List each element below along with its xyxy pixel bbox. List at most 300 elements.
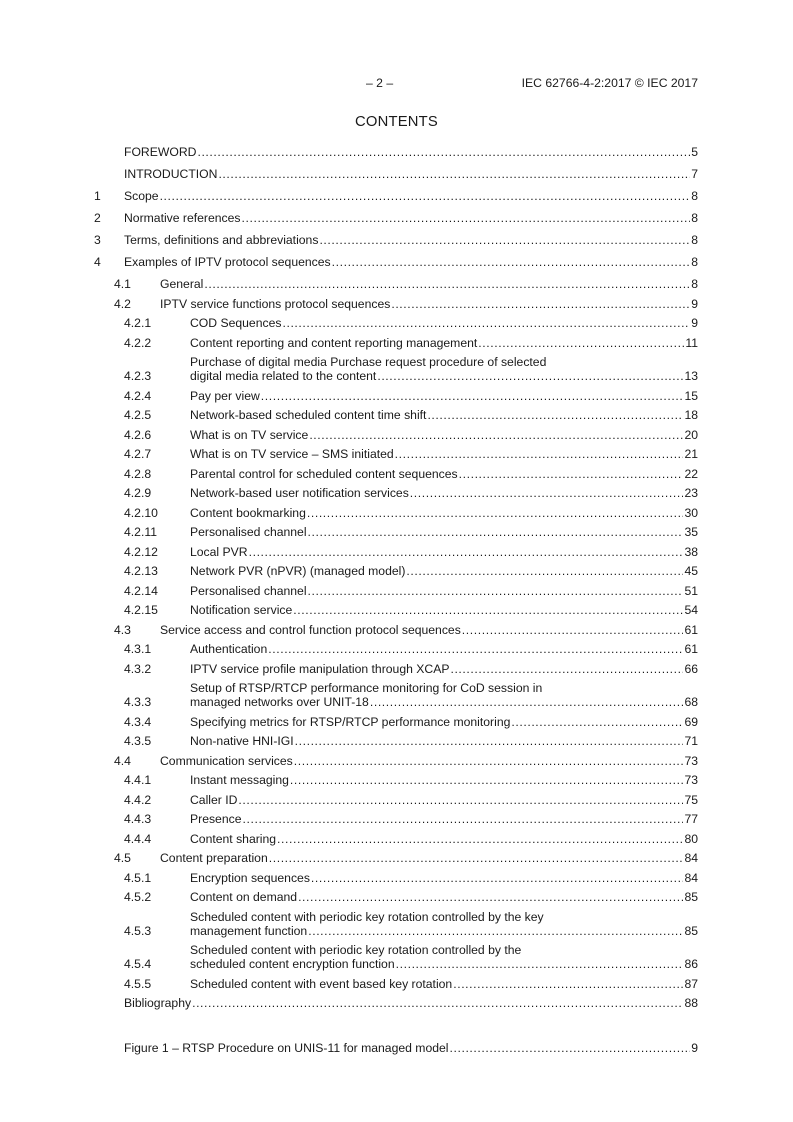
toc-entry-line [124,996,698,1010]
toc-entry-line [190,715,698,729]
toc-entry-body [124,233,698,247]
toc-entry-title: digital media related to the content [190,369,377,383]
toc-entry-body [190,389,698,403]
dot-leader [242,211,691,225]
toc-entry-page: 85 [684,890,698,904]
toc-entry-title: Content on demand [190,890,298,904]
toc-entry[interactable] [94,977,698,991]
dot-leader [261,389,684,403]
toc-entry-line [124,189,698,203]
toc-entry-page: 69 [684,714,698,729]
toc-entry-line [160,623,698,637]
toc-entry[interactable] [94,851,698,865]
toc-entry-line [190,467,698,481]
toc-entry[interactable] [94,996,698,1010]
toc-entry-line [190,486,698,500]
dot-leader [410,486,684,500]
toc-entry-number: 4.4 [114,753,131,768]
toc-entry-page: 68 [684,695,698,709]
toc-entry-body [190,642,698,656]
toc-entry-body [124,996,698,1010]
toc-entry-body [190,355,698,383]
toc-entry-body [160,277,698,291]
toc-entry-number: 4.2.11 [124,525,157,539]
toc-entry-page: 71 [684,734,698,748]
toc-entry-number: 4.5.2 [124,890,152,904]
toc-entry-number: 4.2.6 [124,427,152,442]
dot-leader [395,447,684,461]
toc-entry-body [190,603,698,617]
toc-entry[interactable] [94,506,698,520]
toc-entry-body [190,832,698,846]
toc-entry[interactable] [94,316,698,330]
dot-leader [197,145,690,159]
toc-entry[interactable] [94,773,698,787]
toc-entry-line [190,734,698,748]
toc-entry-title: FOREWORD [124,145,197,159]
toc-entry-number: 4.3.4 [124,714,152,729]
toc-entry[interactable] [94,355,698,383]
dot-leader [308,525,684,539]
toc-entry-body [190,506,698,520]
toc-entry-page: 8 [691,189,698,203]
dot-leader [319,233,690,247]
toc-entry-line [124,167,698,181]
toc-entry-page: 8 [691,233,698,247]
toc-entry-body [190,812,698,826]
toc-entry-line [124,255,698,269]
toc-entry-line [190,890,698,904]
toc-entry-number: 4.3.5 [124,734,152,748]
toc-entry-line [160,754,698,768]
toc-entry-line [190,447,698,461]
toc-entry-title: Network PVR (nPVR) (managed model) [190,564,406,578]
toc-entry-number: 4.5.4 [124,957,152,971]
toc-entry[interactable] [94,486,698,500]
dot-leader [462,623,684,637]
dot-leader [450,1041,691,1055]
toc-entry[interactable] [94,793,698,807]
toc-entry-line [124,211,698,225]
dot-leader [307,506,684,520]
toc-entry-body [190,336,698,350]
table-of-contents [94,145,698,1018]
toc-entry-line [160,851,698,865]
toc-entry-title: Examples of IPTV protocol sequences [124,255,331,269]
dot-leader [396,957,684,971]
dot-leader [391,297,690,311]
toc-entry-title: General [160,277,204,291]
toc-entry-line [124,145,698,159]
toc-entry-page: 61 [684,642,698,656]
toc-entry-line [190,525,698,539]
toc-entry[interactable] [94,467,698,481]
toc-entry-page: 38 [684,544,698,559]
page-header [94,76,698,92]
toc-entry-page: 11 [685,335,698,350]
toc-entry-line [190,924,698,938]
toc-entry-number: 4.5.5 [124,976,152,991]
toc-entry-title: IPTV service functions protocol sequences [160,296,391,311]
dot-leader [308,924,683,938]
toc-entry-page: 75 [684,792,698,807]
toc-entry-page: 86 [684,957,698,971]
dot-leader [309,428,683,442]
toc-entry-line [124,233,698,247]
toc-entry-number: 4.2.13 [124,564,158,578]
toc-entry-body [190,525,698,539]
dot-leader [427,408,683,422]
toc-entry-number: 4.3 [114,622,131,637]
toc-entry[interactable] [94,662,698,676]
toc-entry-page: 21 [684,447,698,461]
toc-entry-line [190,336,698,350]
toc-entry-page: 35 [684,525,698,539]
toc-entry-body [190,715,698,729]
toc-entry-line [190,564,698,578]
toc-entry-line [190,662,698,676]
dot-leader [511,715,683,729]
toc-entry-title: Notification service [190,603,293,617]
toc-entry-page: 61 [684,622,698,637]
toc-entry-page: 51 [684,583,698,598]
toc-entry-title: IPTV service profile manipulation through XCAP [190,661,450,676]
toc-entry[interactable] [94,277,698,291]
toc-entry-body [124,167,698,181]
toc-entry-title: Personalised channel [190,525,307,539]
toc-entry-number: 4.4.1 [124,773,152,787]
toc-entry[interactable] [94,812,698,826]
toc-entry-page: 9 [691,316,698,330]
toc-entry-line [190,832,698,846]
toc-entry-page: 8 [691,277,698,291]
toc-entry-body [190,447,698,461]
toc-entry[interactable] [94,428,698,442]
toc-entry-body [190,910,698,938]
toc-entry[interactable] [94,734,698,748]
toc-entry-body [190,681,698,709]
toc-entry[interactable] [94,715,698,729]
toc-entry[interactable] [94,408,698,422]
toc-entry-body [190,316,698,330]
toc-entry-number: 4.5.1 [124,870,152,885]
dot-leader [377,369,683,383]
toc-entry-title: INTRODUCTION [124,167,218,181]
toc-entry-body [190,662,698,676]
dot-leader [290,773,684,787]
dot-leader [192,996,683,1010]
toc-entry-body [190,943,698,971]
toc-entry-title: What is on TV service – SMS initiated [190,447,394,461]
toc-entry-body [190,545,698,559]
toc-entry-number: 4.3.2 [124,661,152,676]
toc-entry-title: Specifying metrics for RTSP/RTCP performance monitoring [190,714,511,729]
toc-entry-number: 4.2 [114,296,131,311]
toc-entry-line [190,316,698,330]
toc-entry-page: 7 [691,167,698,181]
list-of-figures [94,1041,698,1063]
dot-leader [268,642,683,656]
toc-entry[interactable] [94,211,698,225]
dot-leader [294,754,684,768]
toc-entry-title-line1: Scheduled content with periodic key rotation controlled by the key [190,909,544,924]
toc-entry-page: 87 [684,976,698,991]
dot-leader [204,277,690,291]
toc-entry-title: Personalised channel [190,583,307,598]
toc-entry[interactable] [94,389,698,403]
document-reference: IEC 62766-4-2:2017 © IEC 2017 [521,76,698,90]
toc-entry[interactable] [94,447,698,461]
toc-entry-title: Pay per view [190,388,260,403]
dot-leader [370,695,684,709]
toc-entry-page: 66 [684,661,698,676]
toc-entry-title: What is on TV service [190,427,309,442]
toc-entry-body [190,467,698,481]
toc-entry-number: 4.2.14 [124,583,158,598]
dot-leader [277,832,683,846]
toc-entry-number: 4.2.7 [124,447,152,461]
toc-entry-page: 5 [691,145,698,159]
toc-entry-body [124,255,698,269]
toc-entry-title: COD Sequences [190,316,282,330]
toc-entry[interactable] [94,189,698,203]
toc-entry[interactable] [94,603,698,617]
toc-entry-body [160,623,698,637]
toc-entry-title: Network-based user notification services [190,486,409,500]
toc-entry[interactable] [94,525,698,539]
toc-entry-title: Caller ID [190,792,238,807]
toc-entry-line [190,773,698,787]
toc-entry-number: 4.3.3 [124,695,152,709]
toc-entry-title: Presence [190,812,242,826]
toc-entry-body [124,145,698,159]
toc-entry-body [160,297,698,311]
toc-entry-title: Scope [124,189,159,203]
toc-entry-title: Authentication [190,642,268,656]
page-number: – 2 – [366,76,394,90]
contents-title: CONTENTS [355,114,438,130]
toc-entry-number: 4.4.2 [124,792,152,807]
toc-entry-line [190,695,698,709]
toc-entry-title: Network-based scheduled content time shift [190,408,427,422]
toc-entry-title: Encryption sequences [190,870,310,885]
toc-entry-title: Local PVR [190,544,248,559]
toc-entry-line [190,389,698,403]
dot-leader [453,977,683,991]
toc-entry-number: 4 [94,255,101,269]
toc-entry-page: 20 [684,427,698,442]
toc-entry-body [190,773,698,787]
dot-leader [459,467,684,481]
toc-entry-line [190,408,698,422]
toc-entry-number: 4.2.3 [124,369,152,383]
toc-entry-page: 9 [691,296,698,311]
toc-entry[interactable] [94,255,698,269]
toc-entry-body [190,564,698,578]
toc-entry-title: Content preparation [160,851,268,865]
toc-entry-line [160,297,698,311]
toc-entry-page: 9 [691,1041,698,1055]
toc-entry-line [190,506,698,520]
toc-entry-body [190,890,698,904]
dot-leader [450,662,683,676]
toc-entry-page: 8 [691,255,698,269]
toc-entry-title: Content sharing [190,831,277,846]
toc-entry-body [190,793,698,807]
toc-entry-page: 84 [684,851,698,865]
toc-entry-number: 4.2.4 [124,388,152,403]
dot-leader [249,545,684,559]
dot-leader [308,584,684,598]
toc-entry[interactable] [94,1041,698,1055]
toc-entry-body [124,189,698,203]
toc-entry[interactable] [94,145,698,159]
toc-entry-title: scheduled content encryption function [190,957,395,971]
toc-entry-line [190,545,698,559]
toc-entry[interactable] [94,910,698,938]
toc-entry-page: 8 [691,211,698,225]
toc-entry-title-line1: Purchase of digital media Purchase request procedure of selected [190,355,547,369]
toc-entry[interactable] [94,336,698,350]
toc-entry-page: 13 [684,369,698,383]
toc-entry[interactable] [94,167,698,181]
dot-leader [295,734,684,748]
toc-entry-line [190,428,698,442]
toc-entry-number: 4.2.5 [124,408,152,422]
toc-entry[interactable] [94,754,698,768]
toc-entry-line [160,277,698,291]
toc-entry[interactable] [94,233,698,247]
toc-entry-title: Normative references [124,211,241,225]
toc-entry-body [160,754,698,768]
toc-entry-title-line1: Scheduled content with periodic key rotation controlled by the [190,943,522,957]
toc-entry-body [190,408,698,422]
toc-entry-number: 4.2.1 [124,316,152,330]
toc-entry-title: Non-native HNI-IGI [190,734,294,748]
toc-entry-page: 80 [684,831,698,846]
toc-entry-number: 4.2.8 [124,466,152,481]
dot-leader [238,793,683,807]
toc-entry-page: 84 [684,870,698,885]
dot-leader [332,255,691,269]
toc-entry[interactable] [94,297,698,311]
toc-entry-number: 4.2.9 [124,486,152,500]
toc-entry-number: 4.3.1 [124,642,152,656]
toc-entry-body [190,428,698,442]
toc-entry[interactable] [94,623,698,637]
toc-entry-page: 54 [684,603,698,617]
toc-entry-title-line1: Setup of RTSP/RTCP performance monitoring for CoD session in [190,681,543,695]
toc-entry-title: Content reporting and content reporting management [190,335,478,350]
toc-entry-line [190,369,698,383]
toc-entry-line [190,871,698,885]
toc-entry-body [190,871,698,885]
toc-entry-title: Parental control for scheduled content sequences [190,466,458,481]
toc-entry-page: 18 [684,408,698,422]
toc-entry-number: 4.2.2 [124,335,152,350]
toc-entry-line [190,957,698,971]
toc-entry-title: Figure 1 – RTSP Procedure on UNIS-11 for managed model [124,1041,449,1055]
toc-entry-line [190,603,698,617]
toc-entry-page: 15 [684,388,698,403]
dot-leader [478,336,684,350]
toc-entry-line [124,1041,698,1055]
toc-entry-body [190,734,698,748]
toc-entry-page: 22 [684,466,698,481]
toc-entry-number: 4.2.15 [124,603,158,617]
dot-leader [298,890,683,904]
toc-entry-line [190,642,698,656]
toc-entry-title: Service access and control function protocol sequences [160,622,461,637]
dot-leader [218,167,690,181]
toc-entry-number: 4.1 [114,277,131,291]
toc-entry-number: 3 [94,233,101,247]
toc-entry-body [190,977,698,991]
toc-entry[interactable] [94,681,698,709]
toc-entry-body [190,486,698,500]
toc-entry-number: 1 [94,189,101,203]
toc-entry-title: Terms, definitions and abbreviations [124,233,319,247]
toc-entry-line [190,812,698,826]
toc-entry-title: management function [190,923,308,938]
toc-entry[interactable] [94,943,698,971]
dot-leader [282,316,690,330]
toc-entry-body [124,211,698,225]
toc-entry-title: Bibliography [124,996,192,1010]
toc-entry-body [160,851,698,865]
toc-entry[interactable] [94,584,698,598]
toc-entry-line [190,793,698,807]
toc-entry-page: 73 [684,753,698,768]
toc-entry-title: Instant messaging [190,773,289,787]
toc-entry-number: 4.5.3 [124,923,152,938]
toc-entry-page: 88 [684,996,698,1010]
dot-leader [406,564,683,578]
toc-entry-title: Communication services [160,753,293,768]
dot-leader [160,189,691,203]
toc-entry-body [190,584,698,598]
toc-entry-title: managed networks over UNIT-18 [190,695,369,709]
toc-entry-body [124,1041,698,1055]
toc-entry-page: 45 [684,564,698,578]
toc-entry-page: 30 [684,505,698,520]
toc-entry-page: 73 [684,773,698,787]
toc-entry-title: Scheduled content with event based key rotation [190,976,453,991]
toc-entry-page: 23 [684,486,698,500]
dot-leader [269,851,684,865]
toc-entry-page: 85 [684,923,698,938]
toc-entry-number: 4.4.4 [124,831,152,846]
toc-entry[interactable] [94,890,698,904]
toc-entry-number: 4.2.10 [124,505,158,520]
dot-leader [311,871,684,885]
toc-entry[interactable] [94,564,698,578]
dot-leader [293,603,683,617]
toc-entry-line [190,977,698,991]
toc-entry-number: 4.4.3 [124,812,152,826]
toc-entry[interactable] [94,545,698,559]
toc-entry-number: 4.2.12 [124,544,158,559]
toc-entry[interactable] [94,642,698,656]
toc-entry-page: 77 [684,812,698,826]
toc-entry-line [190,584,698,598]
toc-entry[interactable] [94,871,698,885]
dot-leader [243,812,684,826]
toc-entry-number: 4.5 [114,851,131,865]
toc-entry-title: Content bookmarking [190,505,306,520]
toc-entry[interactable] [94,832,698,846]
toc-entry-number: 2 [94,211,101,225]
